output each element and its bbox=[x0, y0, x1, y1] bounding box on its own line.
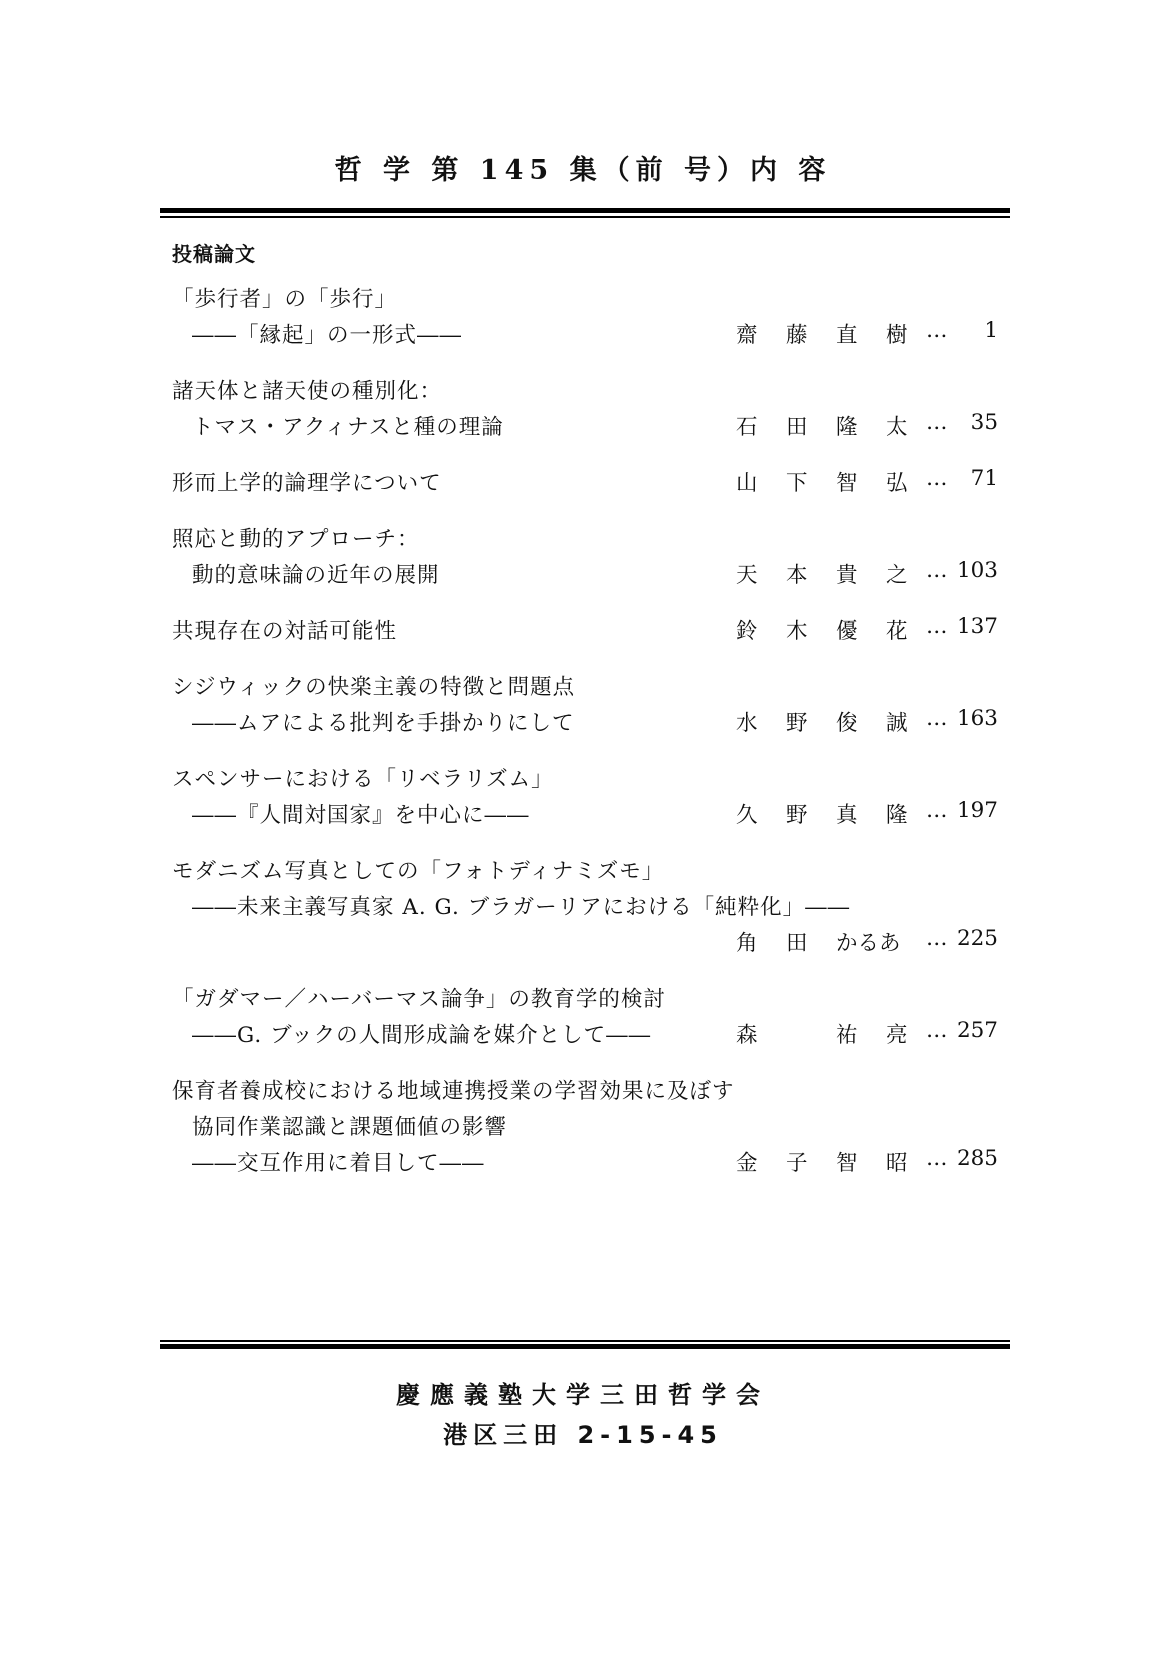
author-char: 祐 bbox=[836, 1023, 858, 1048]
entry-title: 共現存在の対話可能性 bbox=[172, 619, 398, 644]
entry-subtitle: ――G. ブックの人間形成論を媒介として―― bbox=[192, 1023, 652, 1048]
entry-author bbox=[736, 318, 936, 349]
leader-dots: … bbox=[926, 926, 948, 951]
entry-subtitle: 協同作業認識と課題価値の影響 bbox=[192, 1115, 508, 1140]
author-char: 亮 bbox=[886, 1023, 908, 1048]
entry-title: 形而上学的論理学について bbox=[172, 471, 442, 496]
entry-page-number: 137 bbox=[956, 614, 998, 639]
entry-title: スペンサーにおける「リベラリズム」 bbox=[172, 767, 554, 792]
entry-page-number: 1 bbox=[984, 318, 998, 343]
author-char: 貴 bbox=[836, 563, 858, 588]
leader-dots: … bbox=[926, 706, 948, 731]
entry-subtitle: トマス・アクィナスと種の理論 bbox=[192, 415, 504, 440]
entry-page-number: 197 bbox=[956, 798, 998, 823]
author-char: 齋 bbox=[736, 323, 758, 348]
author-char: 隆 bbox=[836, 415, 858, 440]
leader-dots: … bbox=[926, 558, 948, 583]
leader-dots: … bbox=[926, 1018, 948, 1043]
entry-title: 照応と動的アプローチ： bbox=[172, 527, 420, 552]
entry-subtitle: ――「縁起」の一形式―― bbox=[192, 323, 463, 348]
entry-page-number: 285 bbox=[956, 1146, 998, 1171]
author-char: 優 bbox=[836, 619, 858, 644]
entry-page-number: 71 bbox=[970, 466, 998, 491]
author-char: 田 bbox=[786, 415, 808, 440]
author-char: 隆 bbox=[886, 803, 908, 828]
entry-title: 「歩行者」の「歩行」 bbox=[172, 287, 398, 312]
author-char: 樹 bbox=[886, 323, 908, 348]
entry-subtitle: ――ムアによる批判を手掛かりにして bbox=[192, 711, 575, 736]
author-char: 昭 bbox=[886, 1151, 908, 1176]
section-heading: 投稿論文 bbox=[172, 242, 256, 266]
author-char: 下 bbox=[786, 471, 808, 496]
author-char: 久 bbox=[736, 803, 758, 828]
author-char: 金 bbox=[736, 1151, 758, 1176]
author-char: 之 bbox=[886, 563, 908, 588]
entry-author bbox=[736, 926, 956, 957]
author-char bbox=[786, 1018, 836, 1049]
author-char: 野 bbox=[786, 803, 808, 828]
entry-author bbox=[736, 410, 936, 441]
author-char: 山 bbox=[736, 471, 758, 496]
entry-subtitle: ――交互作用に着目して―― bbox=[192, 1151, 485, 1176]
entry-author bbox=[736, 614, 936, 645]
publisher-name: 慶應義塾大学三田哲学会 bbox=[396, 1381, 770, 1409]
author-char: 水 bbox=[736, 711, 758, 736]
leader-dots: … bbox=[926, 1146, 948, 1171]
bottom-rule-thick bbox=[160, 1344, 1010, 1349]
publisher-address: 港区三田 2-15-45 bbox=[443, 1421, 723, 1449]
author-char: 鈴 bbox=[736, 619, 758, 644]
leader-dots: … bbox=[926, 318, 948, 343]
author-char: 直 bbox=[836, 323, 858, 348]
author-char: 本 bbox=[786, 563, 808, 588]
entry-title: 諸天体と諸天使の種別化： bbox=[172, 379, 443, 404]
author-char: 藤 bbox=[786, 323, 808, 348]
entry-title: 保育者養成校における地域連携授業の学習効果に及ぼす bbox=[172, 1079, 735, 1104]
author-char: 田 bbox=[786, 931, 808, 956]
author-char: 木 bbox=[786, 619, 808, 644]
entry-page-number: 103 bbox=[956, 558, 998, 583]
top-rule-thin bbox=[160, 216, 1010, 218]
page-title: 哲 学 第 145 集（前 号）内 容 bbox=[334, 155, 832, 186]
entry-title: 「ガダマー／ハーバーマス論争」の教育学的検討 bbox=[172, 987, 666, 1012]
entry-title: モダニズム写真としての「フォトディナミズモ」 bbox=[172, 859, 665, 884]
author-char: かるあ bbox=[836, 931, 901, 956]
entry-author bbox=[736, 1146, 936, 1177]
author-char: 角 bbox=[736, 931, 758, 956]
author-char: 森 bbox=[736, 1023, 758, 1048]
top-rule-thick bbox=[160, 208, 1010, 213]
entry-page-number: 35 bbox=[970, 410, 998, 435]
leader-dots: … bbox=[926, 410, 948, 435]
author-char: 誠 bbox=[886, 711, 908, 736]
author-char: 弘 bbox=[886, 471, 908, 496]
author-char: 智 bbox=[836, 1151, 858, 1176]
entry-subtitle: ――『人間対国家』を中心に―― bbox=[192, 803, 530, 828]
entry-author bbox=[736, 706, 936, 737]
entry-page-number: 163 bbox=[956, 706, 998, 731]
leader-dots: … bbox=[926, 466, 948, 491]
author-char: 智 bbox=[836, 471, 858, 496]
leader-dots: … bbox=[926, 614, 948, 639]
author-char: 真 bbox=[836, 803, 858, 828]
entry-author bbox=[736, 558, 936, 589]
author-char: 子 bbox=[786, 1151, 808, 1176]
author-char: 天 bbox=[736, 563, 758, 588]
author-char: 野 bbox=[786, 711, 808, 736]
author-char: 太 bbox=[886, 415, 908, 440]
author-char: 花 bbox=[886, 619, 908, 644]
leader-dots: … bbox=[926, 798, 948, 823]
author-char: 石 bbox=[736, 415, 758, 440]
entry-author bbox=[736, 798, 936, 829]
entry-subtitle: ――未来主義写真家 A. G. ブラガーリアにおける「純粋化」―― bbox=[192, 895, 851, 920]
entry-page-number: 225 bbox=[956, 926, 998, 951]
entry-author bbox=[736, 466, 936, 497]
entry-author bbox=[736, 1018, 936, 1049]
bottom-rule-thin bbox=[160, 1340, 1010, 1342]
entry-title: シジウィックの快楽主義の特徴と問題点 bbox=[172, 675, 576, 700]
entry-page-number: 257 bbox=[956, 1018, 998, 1043]
entry-subtitle: 動的意味論の近年の展開 bbox=[192, 563, 440, 588]
author-char: 俊 bbox=[836, 711, 858, 736]
